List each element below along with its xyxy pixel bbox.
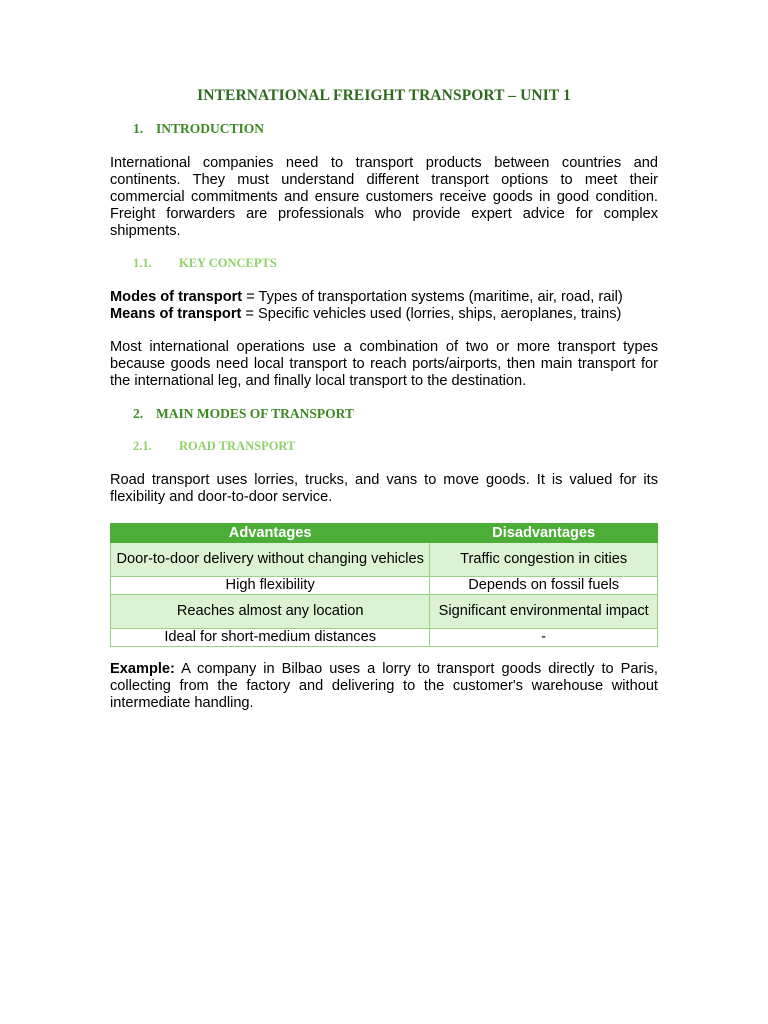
advantage-cell: High flexibility [111,577,430,595]
disadvantage-cell: Depends on fossil fuels [430,577,658,595]
heading-text: ROAD TRANSPORT [179,439,296,453]
heading-text: KEY CONCEPTS [179,256,277,270]
paragraph-road-intro: Road transport uses lorries, trucks, and vans to move goods. It is valued for its flexibility and door-to-door service. [110,472,658,505]
disadvantage-cell: - [430,629,658,647]
paragraph-example [110,661,658,712]
heading-key-concepts [133,256,277,271]
means-definition: = Specific vehicles used (lorries, ships, aeroplanes, trains) [241,306,622,322]
advantage-cell: Reaches almost any location [111,595,430,629]
heading-number: 1. [133,121,144,136]
heading-number: 2.1. [133,439,152,453]
disadvantage-cell: Significant environmental impact [430,595,658,629]
definitions-block [110,289,658,323]
heading-road-transport [133,439,295,454]
column-header-disadvantages: Disadvantages [430,524,658,543]
modes-definition: = Types of transportation systems (maritime, air, road, rail) [242,289,623,305]
column-header-advantages: Advantages [111,524,430,543]
table-row [111,577,658,595]
heading-number: 2. [133,406,144,421]
table-header-row [111,524,658,543]
example-text: A company in Bilbao uses a lorry to transport goods directly to Paris, collecting from the factory and delivering to the customer's warehouse without intermediate handling. [110,661,658,711]
heading-introduction [133,121,264,137]
modes-term: Modes of transport [110,289,243,305]
advantage-cell: Door-to-door delivery without changing vehicles [111,543,430,577]
paragraph-combination: Most international operations use a combination of two or more transport types because goods need local transport to reach ports/airports, then main transport for the international leg, and finally local transport to the destination. [110,339,658,389]
road-transport-table [110,523,658,647]
heading-number: 1.1. [133,256,152,270]
table-row [111,543,658,577]
example-label: Example: [110,661,175,677]
means-term: Means of transport [110,306,242,322]
table-row [111,595,658,629]
disadvantage-cell: Traffic congestion in cities [430,543,658,577]
advantage-cell: Ideal for short-medium distances [111,629,430,647]
document-title: INTERNATIONAL FREIGHT TRANSPORT – UNIT 1 [197,87,571,104]
heading-text: MAIN MODES OF TRANSPORT [156,406,354,421]
paragraph-introduction: International companies need to transport products between countries and continents. They must understand different transport options to meet their commercial commitments and ensure customers receive goods in good condition. Freight forwarders are professionals who provide expert advice for complex shipments. [110,155,658,239]
heading-main-modes [133,406,354,422]
table-row [111,629,658,647]
heading-text: INTRODUCTION [156,121,265,136]
